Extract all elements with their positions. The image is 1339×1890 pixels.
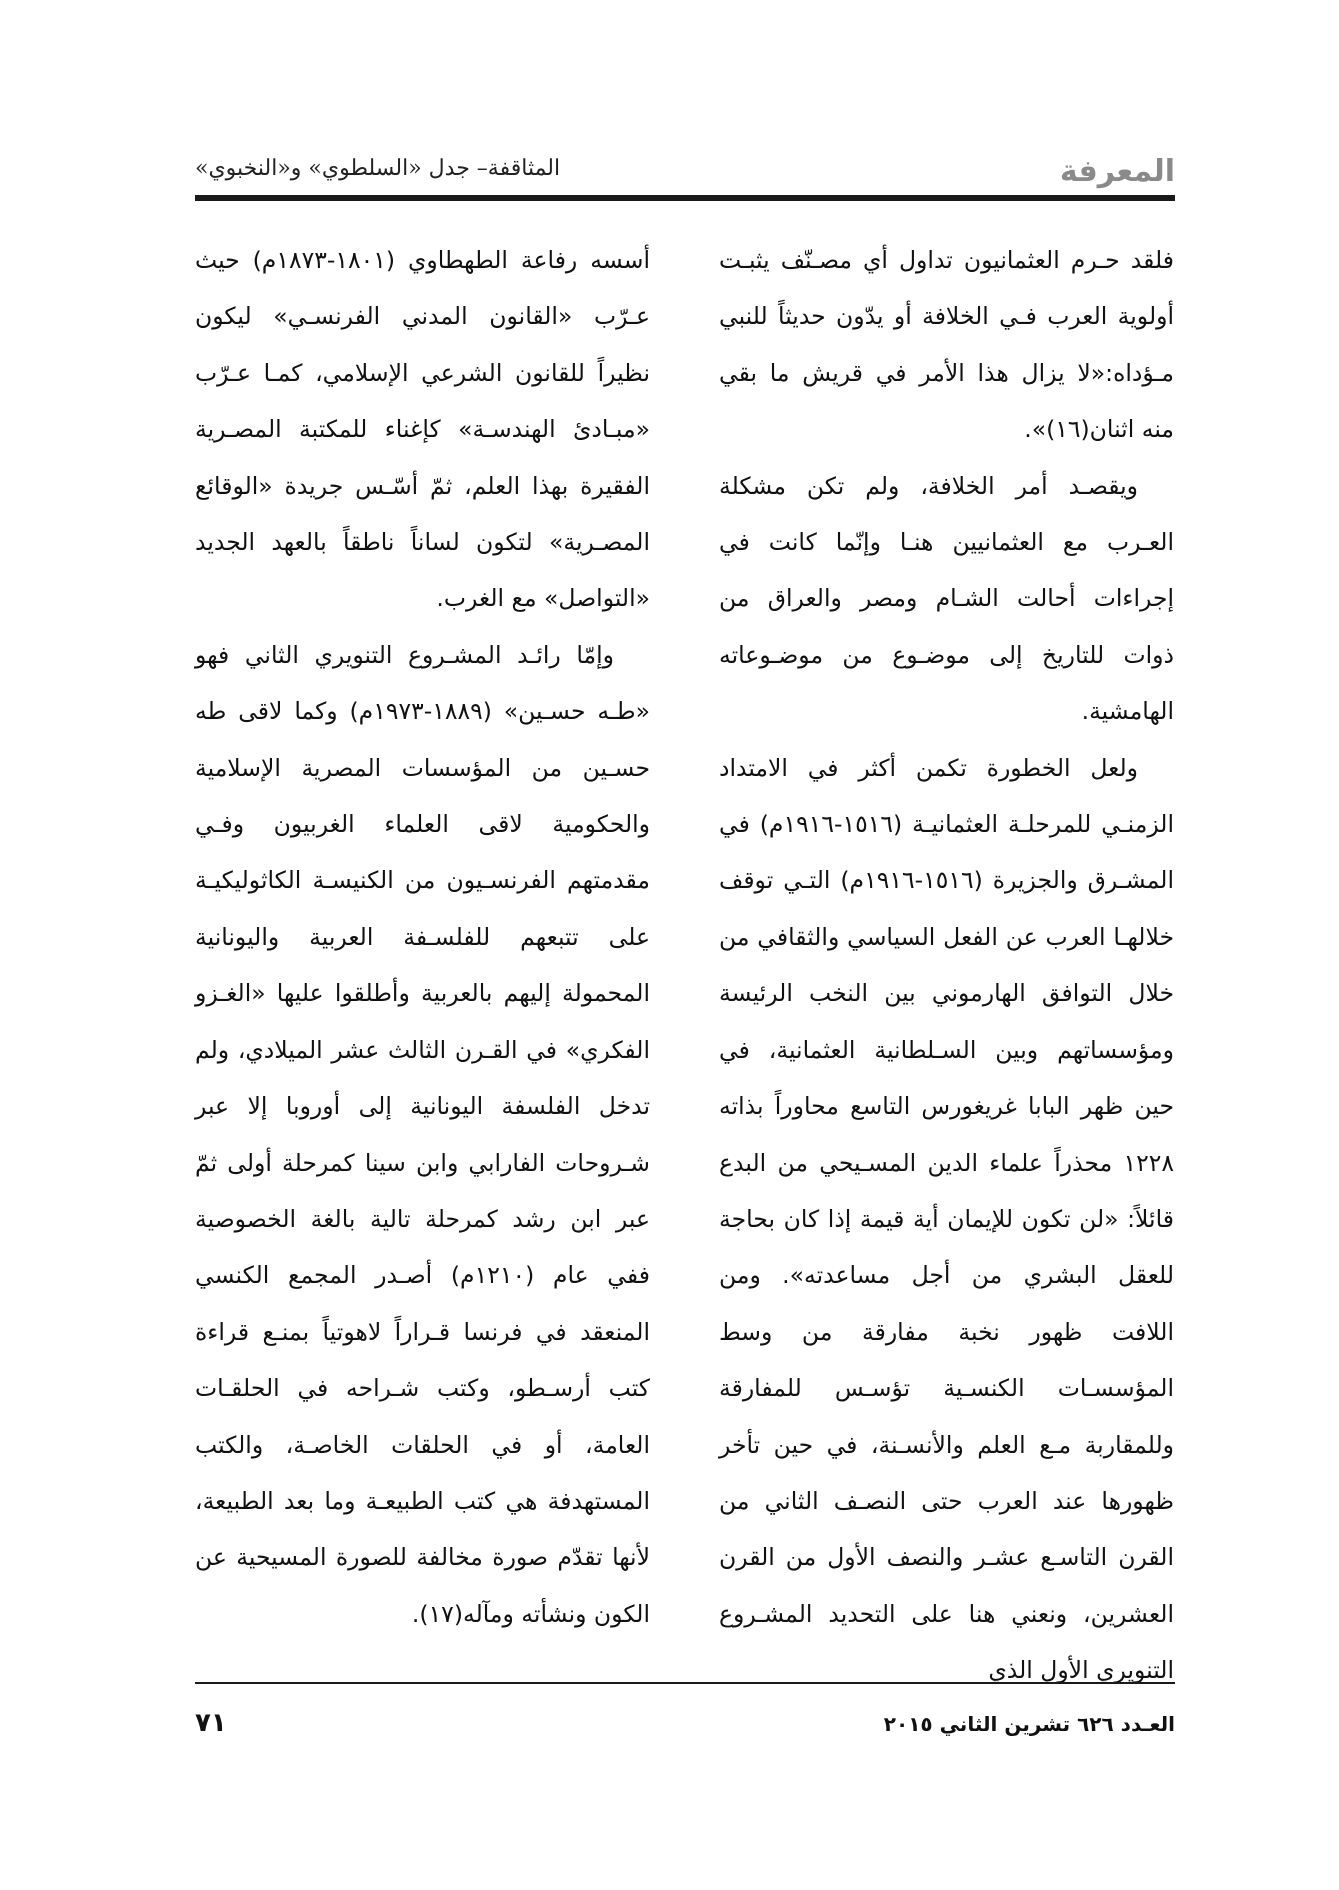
header-rule [195, 195, 1175, 201]
running-title: المثاقفة– جدل «السلطوي» و«النخبوي» [195, 156, 561, 181]
page-header [195, 150, 1175, 200]
paragraph: وإمّا رائـد المشـروع التنويري الثاني فهو «طـه حسـين» (١٨٨٩-١٩٧٣م) وكما لاقى طه حسـين من المؤسسات المصرية الإسلامية والحكومية لاقى العلماء الغربيون وفـي مقدمتهم الفرنسـيون من الكنيسـة الكاثوليكيـة على تتبعهم للفلسـفة العربية واليونانية المحمولة إليهم بالعربية وأطلقوا عليها «الغـزو الفكري» في القـرن الثالث عشر الميلادي، ولم تدخل الفلسفة اليونانية إلى أوروبا إلا عبر شـروحات الفارابي وابن سينا كمرحلة أولى ثمّ عبر ابن رشد كمرحلة تالية بالغة الخصوصية ففي عام (١٢١٠م) أصـدر المجمع الكنسي المنعقد في فرنسا قـراراً لاهوتياً بمنـع قراءة كتب أرسـطو، وكتب شـراحه في الحلقـات العامة، أو في الحلقات الخاصـة، والكتب المستهدفة هي كتب الطبيعـة وما بعد الطبيعة، لأنها تقدّم صورة مخالفة للصورة المسيحية عن الكون ونشأته ومآله(١٧). [195, 640, 650, 1628]
issue-info: العـدد ٦٢٦ تشرين الثاني ٢٠١٥ [883, 1712, 1175, 1736]
left-column [195, 232, 650, 1642]
paragraph: ويقصـد أمر الخلافة، ولم تكن مشكلة العـرب مع العثمانيين هنـا وإنّما كانت في إجراءات أحالت الشـام ومصر والعراق من ذوات للتاريخ إلى موضـوع من موضـوعاته الهامشية. [719, 471, 1174, 726]
paragraph: أسسه رفاعة الطهطاوي (١٨٠١-١٨٧٣م) حيث عـرّب «القانون المدني الفرنسـي» ليكون نظيراً للقانون الشرعي الإسلامي، كمـا عـرّب «مبـادئ الهندسـة» كإغناء للمكتبة المصـرية الفقيرة بهذا العلم، ثمّ أسّـس جريدة «الوقائع المصـرية» لتكون لساناً ناطقاً بالعهد الجديد «التواصل» مع الغرب. [195, 246, 651, 613]
footer-rule [195, 1682, 1175, 1684]
page-footer [195, 1708, 1175, 1752]
paragraph: ولعل الخطورة تكمن أكثر في الامتداد الزمنـي للمرحلـة العثمانيـة (١٥١٦-١٩١٦م) في المشـرق والجزيرة (١٥١٦-١٩١٦م) التـي توقف خلالهـا العرب عن الفعل السياسي والثقافي من خلال التوافق الهارموني بين النخب الرئيسة ومؤسساتهم وبين السـلطانية العثمانية، في حين ظهر البابا غريغورس التاسع محاوراً بذاته ١٢٢٨ محذراً علماء الدين المسـيحي من البدع قائلاً: «لن تكون للإيمان أية قيمة إذا كان بحاجة للعقل البشري من أجل مساعدته». ومن اللافت ظهور نخبة مفارقة من وسط المؤسسـات الكنسـية تؤسـس للمفارقة وللمقاربة مـع العلم والأنسـنة، في حين تأخر ظهورها عند العرب حتى النصـف الثاني من القرن التاسـع عشـر والنصف الأول من القرن العشرين، ونعني هنا على التحديد المشـروع التنويري الأول الذي [719, 753, 1174, 1685]
paragraph: فلقد حـرم العثمانيون تداول أي مصـنّف يثبـت أولوية العرب فـي الخلافة أو يدّون حديثاً للنبي مـؤداه:«لا يزال هذا الأمر في قريش ما بقي منه اثنان(١٦)». [719, 246, 1174, 444]
right-column [719, 232, 1174, 1699]
page-number: ٧١ [195, 1708, 227, 1738]
magazine-logo: المعرفة [1059, 154, 1175, 189]
